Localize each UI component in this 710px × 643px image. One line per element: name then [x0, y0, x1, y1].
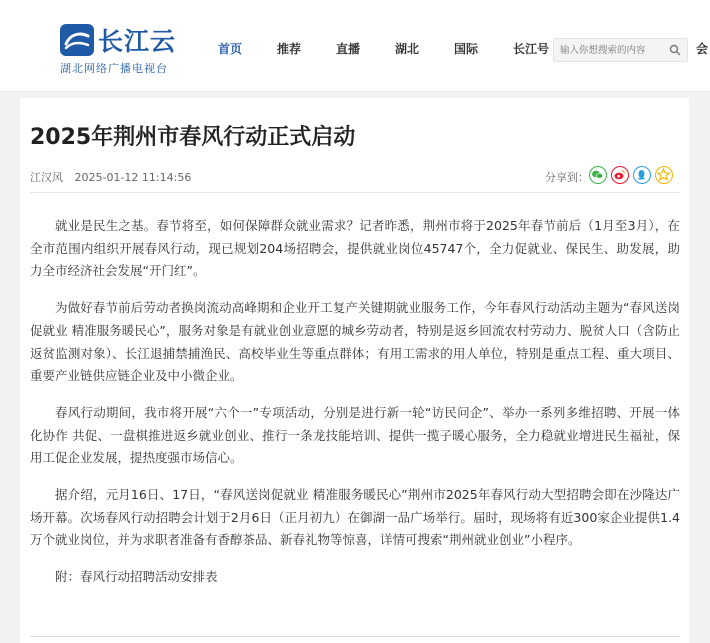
- site-header: [0, 0, 710, 92]
- search-input[interactable]: [554, 39, 666, 61]
- nav-recommend[interactable]: 推荐: [277, 42, 302, 56]
- article-body: [30, 215, 680, 603]
- qzone-icon[interactable]: [655, 166, 673, 184]
- article-paragraph: 就业是民生之基。春节将至，如何保障群众就业需求？记者昨悉，荆州市将于2025年春节前后（1月至3月），在全市范围内组织开展春风行动，现已规划204场招聘会，提供就业岗位45747个，全力促就业、保民生、助发展，助力全市经济社会发展“开门红”。: [30, 218, 680, 279]
- nav-home[interactable]: 首页: [218, 42, 243, 56]
- nav-changjianghao[interactable]: 长江号: [513, 42, 550, 56]
- article-card: [20, 98, 689, 643]
- nav-live[interactable]: 直播: [336, 42, 361, 56]
- article-meta: [30, 169, 191, 185]
- search-icon[interactable]: [669, 44, 681, 56]
- title-divider: [30, 192, 680, 193]
- share-label: 分享到：: [545, 171, 589, 184]
- article-paragraph: 据介绍，元月16日、17日，“春风送岗促就业 精准服务暖民心”荆州市2025年春风行动大型招聘会即在沙隆达广场开幕。次场春风行动招聘会计划于2月6日（正月初九）在御湖一品广场举行。届时，现场将有近300家企业提供1.4万个就业岗位，并为求职者准备有香醇茶品、新春礼物等惊喜，详情可搜索“荆州就业创业”小程序。: [30, 487, 680, 548]
- site-logo[interactable]: [60, 24, 185, 76]
- changjiang-logo-icon: [60, 24, 94, 56]
- nav-hubei[interactable]: 湖北: [395, 42, 420, 56]
- search-box: [553, 38, 688, 62]
- article-datetime: 2025-01-12 11:14:56: [74, 171, 192, 184]
- article-title: 2025年荆州市春风行动正式启动: [30, 125, 356, 150]
- logo-name: 长江云: [98, 27, 177, 56]
- article-annex: 附：春风行动招聘活动安排表: [55, 569, 218, 585]
- schedule-table-top-border: [30, 636, 680, 637]
- nav-international[interactable]: 国际: [454, 42, 479, 56]
- wechat-icon[interactable]: [589, 166, 607, 184]
- share-bar: [523, 166, 673, 186]
- weibo-icon[interactable]: [611, 166, 629, 184]
- article-paragraph: 为做好春节前后劳动者换岗流动高峰期和企业开工复产关键期就业服务工作，今年春风行动活动主题为“春风送岗促就业 精准服务暖民心”，服务对象是有就业创业意愿的城乡劳动者，特别是返乡回流农村劳动力、脱贫人口（含防止返贫监测对象）、长江退捕禁捕渔民、高校毕业生等重点群体；有用工需求的用人单位，特别是重点工程、重大项目、重要产业链供应链企业及中小微企业。: [30, 300, 680, 384]
- article-paragraph: 春风行动期间，我市将开展“六个一”专项活动，分别是进行新一轮“访民问企”、举办一系列多维招聘、开展一体化协作 共促、一盘棋推进返乡就业创业、推行一条龙技能培训、提供一揽子暖心服务，全力稳就业增进民生福祉，保用工促企业发展，提热度强市场信心。: [30, 404, 680, 466]
- article-source[interactable]: 江汉风: [30, 171, 63, 184]
- qq-icon[interactable]: [633, 166, 651, 184]
- nav-item-truncated[interactable]: 会: [696, 42, 709, 56]
- logo-subtitle: 湖北网络广播电视台: [60, 62, 168, 75]
